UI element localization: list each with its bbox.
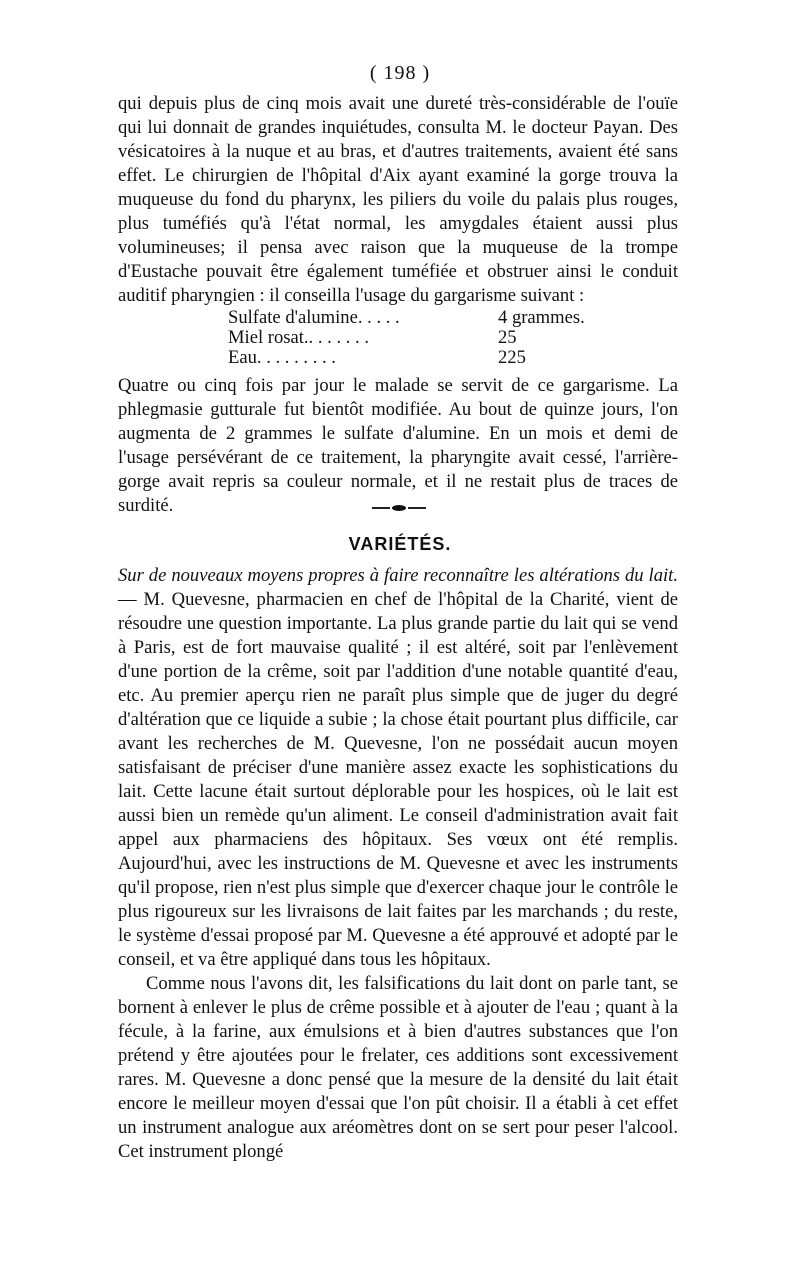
recipe-row — [228, 348, 668, 368]
recipe-ingredient: Miel rosat.. . . . . . . — [228, 327, 369, 348]
article-first-paragraph — [118, 564, 678, 972]
recipe-row — [228, 308, 668, 328]
recipe-row — [228, 328, 668, 348]
recipe-quantity: 4 grammes. — [498, 307, 585, 328]
recipe-quantity: 225 — [498, 347, 526, 368]
page-number: ( 198 ) — [369, 62, 431, 84]
lead-text-block — [118, 92, 678, 308]
separator-ornament — [392, 505, 406, 511]
separator-line-right — [408, 507, 426, 509]
article-text-block — [118, 564, 678, 1164]
article-dash: — — [118, 589, 144, 610]
section-separator — [372, 505, 426, 511]
after-paragraph: Quatre ou cinq fois par jour le malade se servit de ce gargarisme. La phlegmasie gutturale fut bientôt modifiée. Au bout de quinze jours, l'on augmenta de 2 grammes le sulfate d'alumine. En un mois et demi de l'usage persévérant de ce traitement, la pharyngite avait cessé, l'arrière-gorge avait repris sa couleur normale, et il ne restait plus de traces de surdité. — [118, 375, 678, 516]
recipe-ingredient: Eau. . . . . . . . . — [228, 347, 336, 368]
section-title: VARIÉTÉS. — [348, 534, 452, 554]
article-first-paragraph-text: M. Quevesne, pharmacien en chef de l'hôpital de la Charité, vient de résoudre une question importante. La plus grande partie du lait qui se vend à Paris, est de fort mauvaise qualité ; il est altéré, soit par l'enlèvement d'une portion de la crême, soit par l'addition d'une notable quantité d'eau, etc. Au premier aperçu rien ne paraît plus simple que de juger du degré d'altération que ce liquide a subie ; la chose était pourtant plus difficile, car avant les recherches de M. Quevesne, l'on ne possédait aucun moyen satisfaisant de préciser d'une manière assez exacte les sophistications du lait. Cette lacune était surtout déplorable pour les hospices, où le lait est aussi bien un remède qu'un aliment. Le conseil d'administration avait fait appel aux pharmaciens des hôpitaux. Ses vœux ont été remplis. Aujourd'hui, avec les instructions de M. Quevesne et avec les instruments qu'il propose, rien n'est plus simple que d'exercer chaque jour le contrôle le plus rigoureux sur les livraisons de lait faites par les marchands ; du reste, le système d'essai proposé par M. Quevesne a été approuvé et adopté par le conseil, et va être appliqué dans tous les hôpitaux. — [118, 589, 678, 970]
lead-paragraph: qui depuis plus de cinq mois avait une dureté très-considérable de l'ouïe qui lui donnait de grandes inquiétudes, consulta M. le docteur Payan. Des vésicatoires à la nuque et au bras, et d'autres traitements, avaient été sans effet. Le chirurgien de l'hôpital d'Aix ayant examiné la gorge trouva la muqueuse du fond du pharynx, les piliers du voile du palais plus rouges, plus tuméfiés qu'à l'état normal, les amygdales étaient aussi plus volumineuses; il pensa avec raison que la muqueuse de la trompe d'Eustache pouvait être également tuméfiée et obstruer ainsi le conduit auditif pharyngien : il conseilla l'usage du gargarisme suivant : — [118, 93, 678, 306]
separator-line-left — [372, 507, 390, 509]
article-title: Sur de nouveaux moyens propres à faire reconnaître les altérations du lait. — [118, 565, 678, 586]
article-second-paragraph: Comme nous l'avons dit, les falsifications du lait dont on parle tant, se bornent à enlever le plus de crême possible et à ajouter de l'eau ; quant à la fécule, à la farine, aux émulsions et à bien d'autres substances que l'on prétend y être ajoutées pour le frelater, ces additions sont excessivement rares. M. Quevesne a donc pensé que la mesure de la densité du lait était encore le meilleur moyen d'essai que l'on pût choisir. Il a établi à cet effet un instrument analogue aux aréomètres dont on se sert pour peser l'alcool. Cet instrument plongé — [118, 973, 678, 1162]
recipe-ingredient: Sulfate d'alumine. . . . . — [228, 307, 400, 328]
recipe-quantity: 25 — [498, 327, 517, 348]
recipe-list — [228, 308, 668, 368]
after-text-block — [118, 374, 678, 518]
